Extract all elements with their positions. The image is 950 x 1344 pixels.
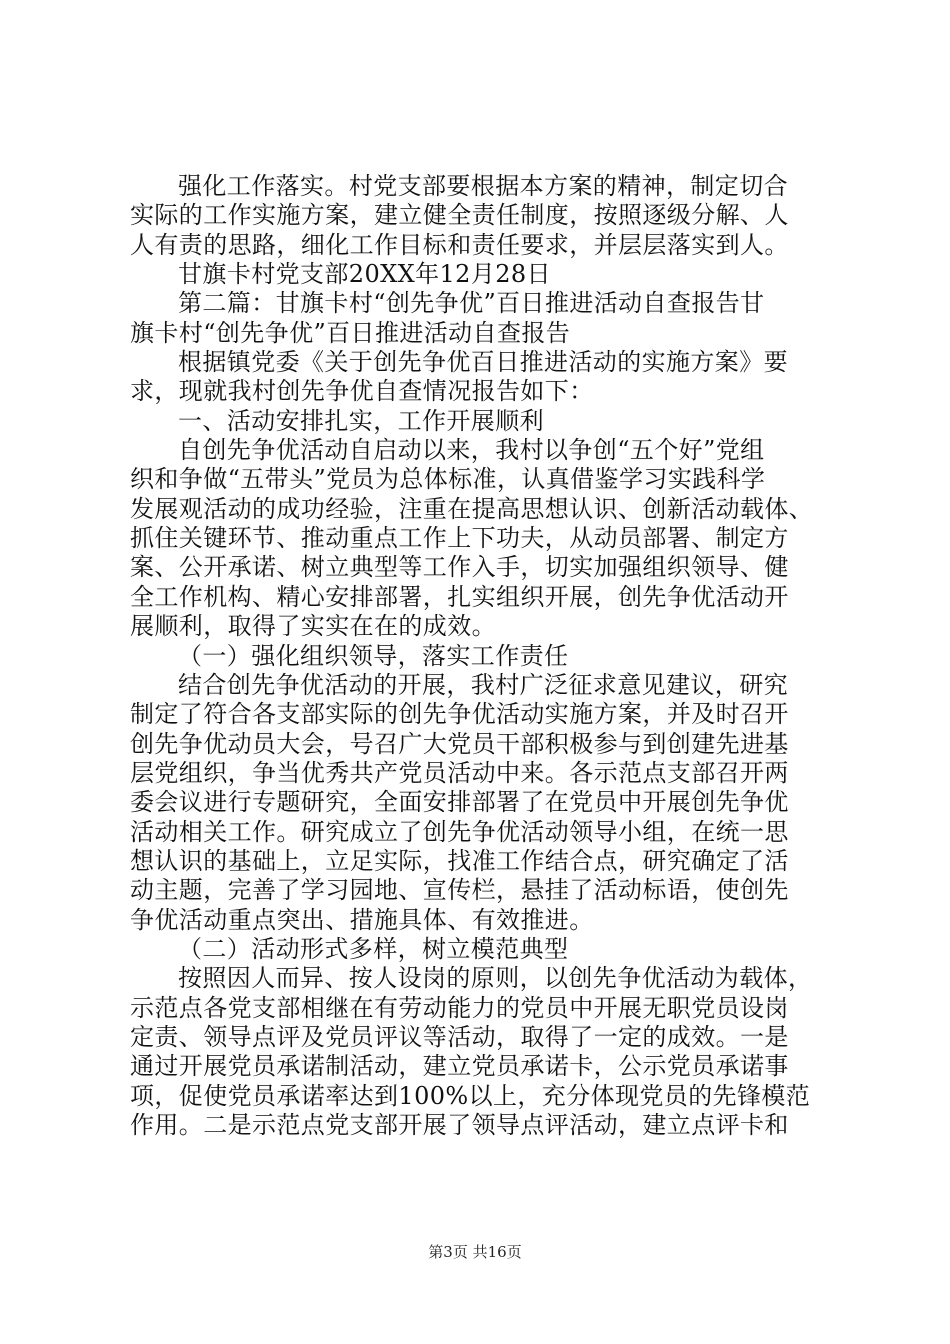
paragraph-line: 实际的工作实施方案，建立健全责任制度，按照逐级分解、人 — [130, 201, 789, 230]
paragraph-line: 案、公开承诺、树立典型等工作入手，切实加强组织领导、健 — [130, 553, 789, 582]
section-title-line: 第二篇：甘旗卡村“创先争优”百日推进活动自查报告甘 — [178, 289, 765, 318]
document-body — [130, 172, 830, 1140]
paragraph-line: 创先争优动员大会，号召广大党员干部积极参与到创建先进基 — [130, 729, 789, 758]
paragraph-line: 示范点各党支部相继在有劳动能力的党员中开展无职党员设岗 — [130, 993, 789, 1022]
paragraph-line: 织和争做“五带头”党员为总体标准，认真借鉴学习实践科学 — [130, 465, 766, 494]
paragraph-line: 争优活动重点突出、措施具体、有效推进。 — [130, 905, 594, 934]
paragraph-line: 想认识的基础上，立足实际，找准工作结合点，研究确定了活 — [130, 846, 789, 875]
paragraph-line: 层党组织，争当优秀共产党员活动中来。各示范点支部召开两 — [130, 758, 789, 787]
section-title-line: 旗卡村“创先争优”百日推进活动自查报告 — [130, 318, 571, 347]
paragraph-line: 求，现就我村创先争优自查情况报告如下： — [130, 377, 594, 406]
paragraph-line: 发展观活动的成功经验，注重在提高思想认识、创新活动载体、 — [130, 494, 814, 523]
subheading-line: （二）活动形式多样，树立模范典型 — [178, 934, 569, 963]
paragraph-line: 动主题，完善了学习园地、宣传栏，悬挂了活动标语，使创先 — [130, 876, 789, 905]
paragraph-line: 活动相关工作。研究成立了创先争优活动领导小组，在统一思 — [130, 817, 789, 846]
paragraph-line: 制定了符合各支部实际的创先争优活动实施方案，并及时召开 — [130, 700, 789, 729]
paragraph-line: 通过开展党员承诺制活动，建立党员承诺卡，公示党员承诺事 — [130, 1052, 789, 1081]
paragraph-line: 全工作机构、精心安排部署，扎实组织开展，创先争优活动开 — [130, 582, 789, 611]
page-number-footer: 第3页 共16页 — [428, 1243, 522, 1261]
paragraph-line: 人有责的思路，细化工作目标和责任要求，并层层落实到人。 — [130, 230, 789, 259]
paragraph-line: 根据镇党委《关于创先争优百日推进活动的实施方案》要 — [178, 348, 788, 377]
paragraph-line: 自创先争优活动自启动以来，我村以争创“五个好”党组 — [178, 436, 765, 465]
paragraph-line: 项，促使党员承诺率达到100%以上，充分体现党员的先锋模范 — [130, 1081, 811, 1110]
heading-line: 一、活动安排扎实，工作开展顺利 — [178, 406, 544, 435]
paragraph-line: 作用。二是示范点党支部开展了领导点评活动，建立点评卡和 — [130, 1111, 789, 1139]
paragraph-line: 委会议进行专题研究，全面安排部署了在党员中开展创先争优 — [130, 788, 789, 817]
paragraph-line: 定责、领导点评及党员评议等活动，取得了一定的成效。一是 — [130, 1022, 789, 1051]
subheading-line: （一）强化组织领导，落实工作责任 — [178, 641, 569, 670]
signature-line: 甘旗卡村党支部20XX年12月28日 — [178, 260, 551, 289]
paragraph-line: 按照因人而异、按人设岗的原则，以创先争优活动为载体， — [178, 964, 813, 993]
paragraph-line: 强化工作落实。村党支部要根据本方案的精神，制定切合 — [178, 172, 788, 200]
paragraph-line: 结合创先争优活动的开展，我村广泛征求意见建议，研究 — [178, 670, 788, 699]
paragraph-line: 展顺利，取得了实实在在的成效。 — [130, 612, 496, 641]
paragraph-line: 抓住关键环节、推动重点工作上下功夫，从动员部署、制定方 — [130, 524, 789, 553]
